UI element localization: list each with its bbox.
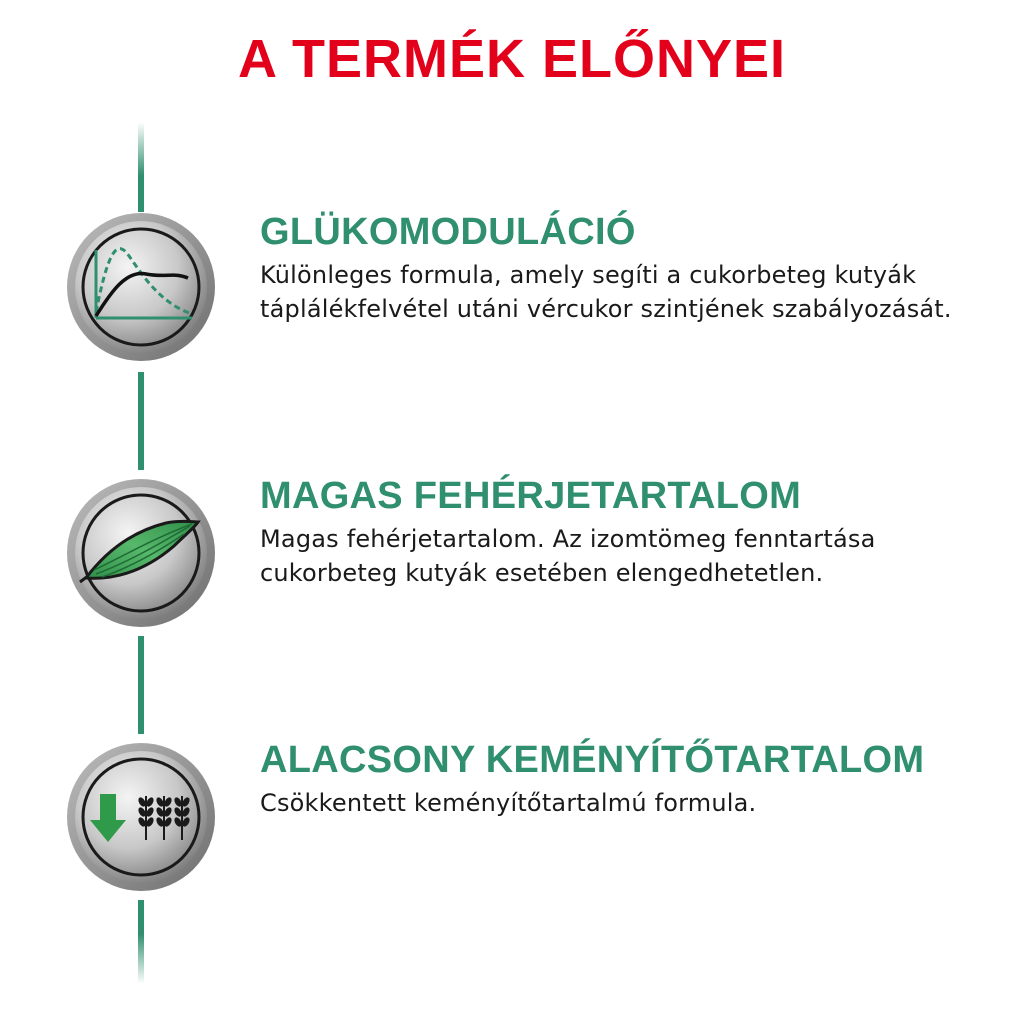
timeline-segment bbox=[138, 636, 144, 734]
benefit-heading: ALACSONY KEMÉNYÍTŐTARTALOM bbox=[260, 739, 925, 781]
benefit-text: Különleges formula, amely segíti a cukorbeteg kutyák táplálékfelvétel utáni vércukor szintjének szabályozását. bbox=[260, 261, 952, 323]
timeline-segment bbox=[138, 122, 144, 212]
benefit-low-starch bbox=[260, 738, 1000, 820]
benefit-heading: GLÜKOMODULÁCIÓ bbox=[260, 211, 636, 253]
page-title: A TERMÉK ELŐNYEI bbox=[237, 29, 787, 89]
timeline-segment bbox=[138, 900, 144, 984]
glucose-curve-icon bbox=[66, 212, 216, 362]
benefit-text: Csökkentett keményítőtartalmú formula. bbox=[260, 789, 757, 817]
benefit-text: Magas fehérjetartalom. Az izomtömeg fenntartása cukorbeteg kutyák esetében elengedhetetlen. bbox=[260, 525, 876, 587]
low-starch-wheat-icon bbox=[66, 742, 216, 892]
benefit-high-protein bbox=[260, 474, 1000, 590]
benefit-glucomodulation bbox=[260, 210, 1000, 326]
timeline-segment bbox=[138, 372, 144, 470]
muscle-icon bbox=[66, 478, 216, 628]
benefit-heading: MAGAS FEHÉRJETARTALOM bbox=[260, 475, 802, 517]
